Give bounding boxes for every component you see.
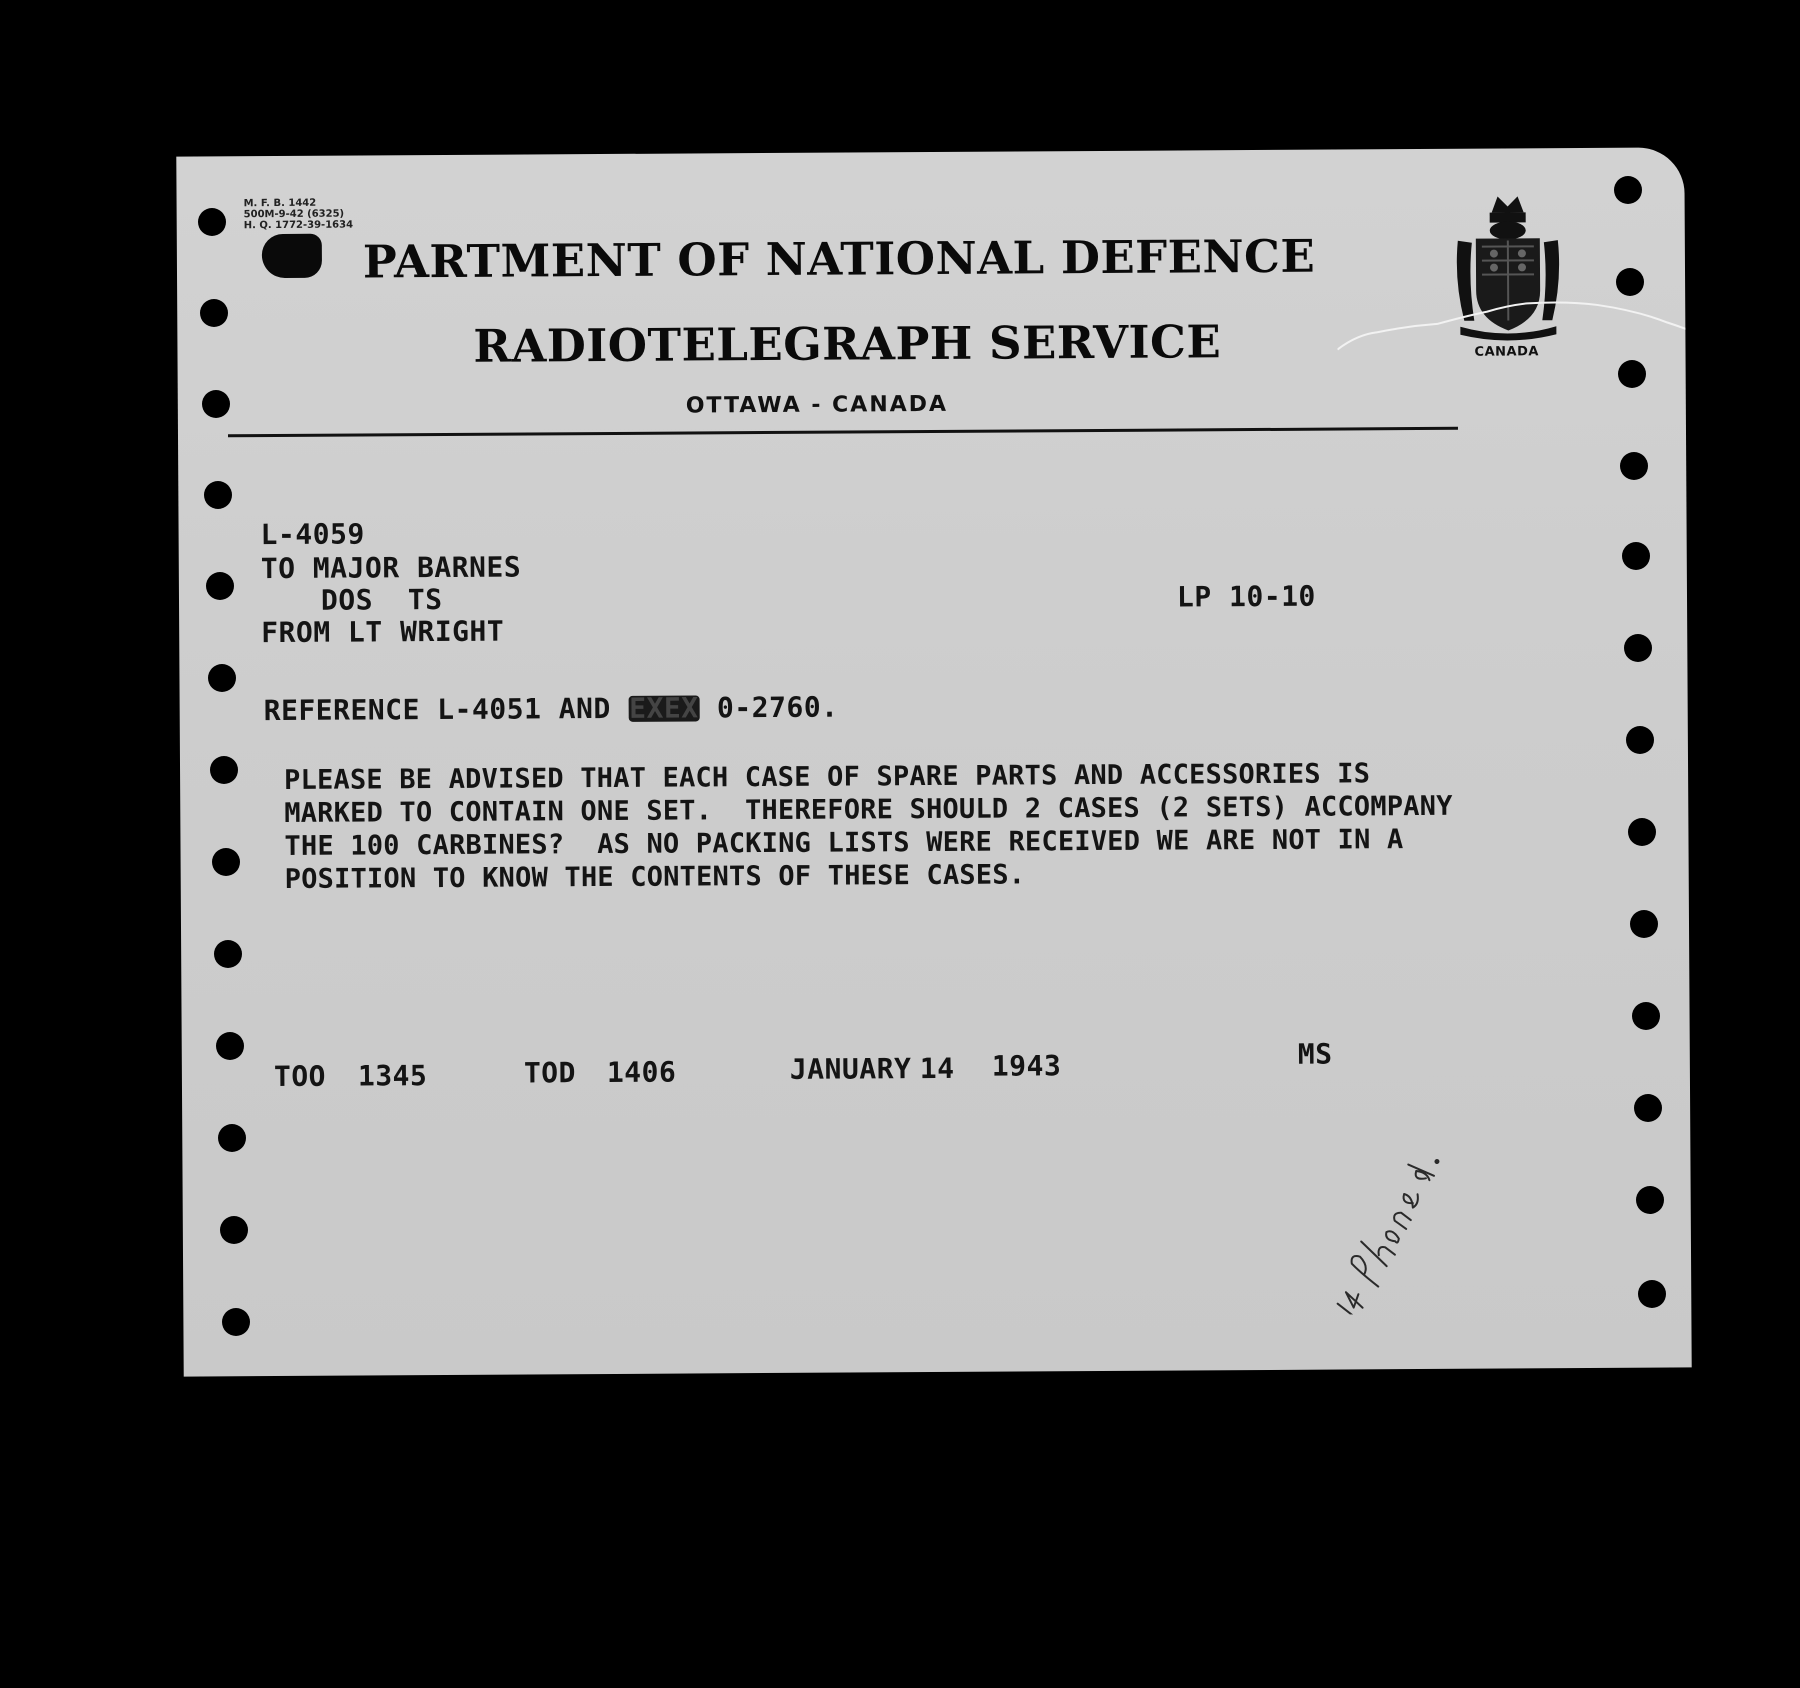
perforation-hole [216,1032,244,1060]
perforation-hole [1626,726,1654,754]
perforation-hole [1632,1002,1660,1030]
perforation-hole [218,1124,246,1152]
paper-crease [1337,292,1692,354]
form-code-line: 500M-9-42 (6325) [243,208,345,221]
perforation-hole [214,940,242,968]
precedence-code: LP 10-10 [1176,579,1316,614]
emblem-label: CANADA [1474,344,1539,360]
reference-line [264,691,839,728]
body-line: PLEASE BE ADVISED THAT EACH CASE OF SPARE PARTS AND ACCESSORIES IS [284,758,1371,796]
perforation-hole [204,481,232,509]
perforation-hole [1628,818,1656,846]
form-code-line: M. F. B. 1442 [243,197,317,210]
tod-label: TOD [523,1056,577,1090]
perforation-hole [206,572,234,600]
reference-suffix: 0-2760. [699,690,839,725]
department-title: PARTMENT OF NATIONAL DEFENCE [362,229,1316,289]
tod-value: 1406 [606,1055,677,1090]
perforation-hole [1618,360,1646,388]
perforation-hole [1620,452,1648,480]
date-month: JANUARY [789,1052,912,1086]
sender-line: FROM LT WRIGHT [261,614,505,650]
too-value: 1345 [357,1059,428,1093]
location-line: OTTAWA - CANADA [685,391,949,419]
perforation-hole [202,390,230,418]
body-line: POSITION TO KNOW THE CONTENTS OF THESE CASES. [284,859,1026,895]
perforation-hole [1634,1094,1662,1122]
perforation-hole [210,756,238,784]
perforation-hole [1638,1280,1666,1308]
recipient-dept: DOS TS [320,582,443,617]
message-number: L-4059 [260,517,365,552]
form-codes [244,198,354,232]
service-title: RADIOTELEGRAPH SERVICE [473,315,1222,373]
perforation-hole [222,1308,250,1336]
message-body [284,757,1453,896]
perforation-hole [1622,542,1650,570]
struck-text: EXEX [629,691,699,725]
too-label: TOO [273,1059,327,1094]
telegram-form [176,147,1691,1376]
perforation-hole [1624,634,1652,662]
date-year: 1943 [991,1049,1062,1083]
recipient-line: TO MAJOR BARNES [260,550,522,586]
operator-initials: MS [1297,1037,1333,1071]
perforation-hole [1614,176,1642,204]
body-line: MARKED TO CONTAIN ONE SET. THEREFORE SHOULD 2 CASES (2 SETS) ACCOMPANY [284,790,1453,829]
date-day: 14 [919,1051,955,1086]
perforation-hole [1616,268,1644,296]
form-code-line: H. Q. 1772-39-1634 [243,219,354,232]
header-divider [228,427,1458,438]
perforation-hole [198,208,226,236]
perforation-hole [212,848,240,876]
perforation-hole [1630,910,1658,938]
perforation-hole [200,299,228,327]
handwritten-note [1282,1113,1513,1314]
perforation-hole [208,664,236,692]
reference-prefix: REFERENCE L-4051 AND [263,691,629,728]
perforation-hole [1636,1186,1664,1214]
perforation-hole [220,1216,248,1244]
body-line: THE 100 CARBINES? AS NO PACKING LISTS WERE RECEIVED WE ARE NOT IN A [284,824,1404,862]
